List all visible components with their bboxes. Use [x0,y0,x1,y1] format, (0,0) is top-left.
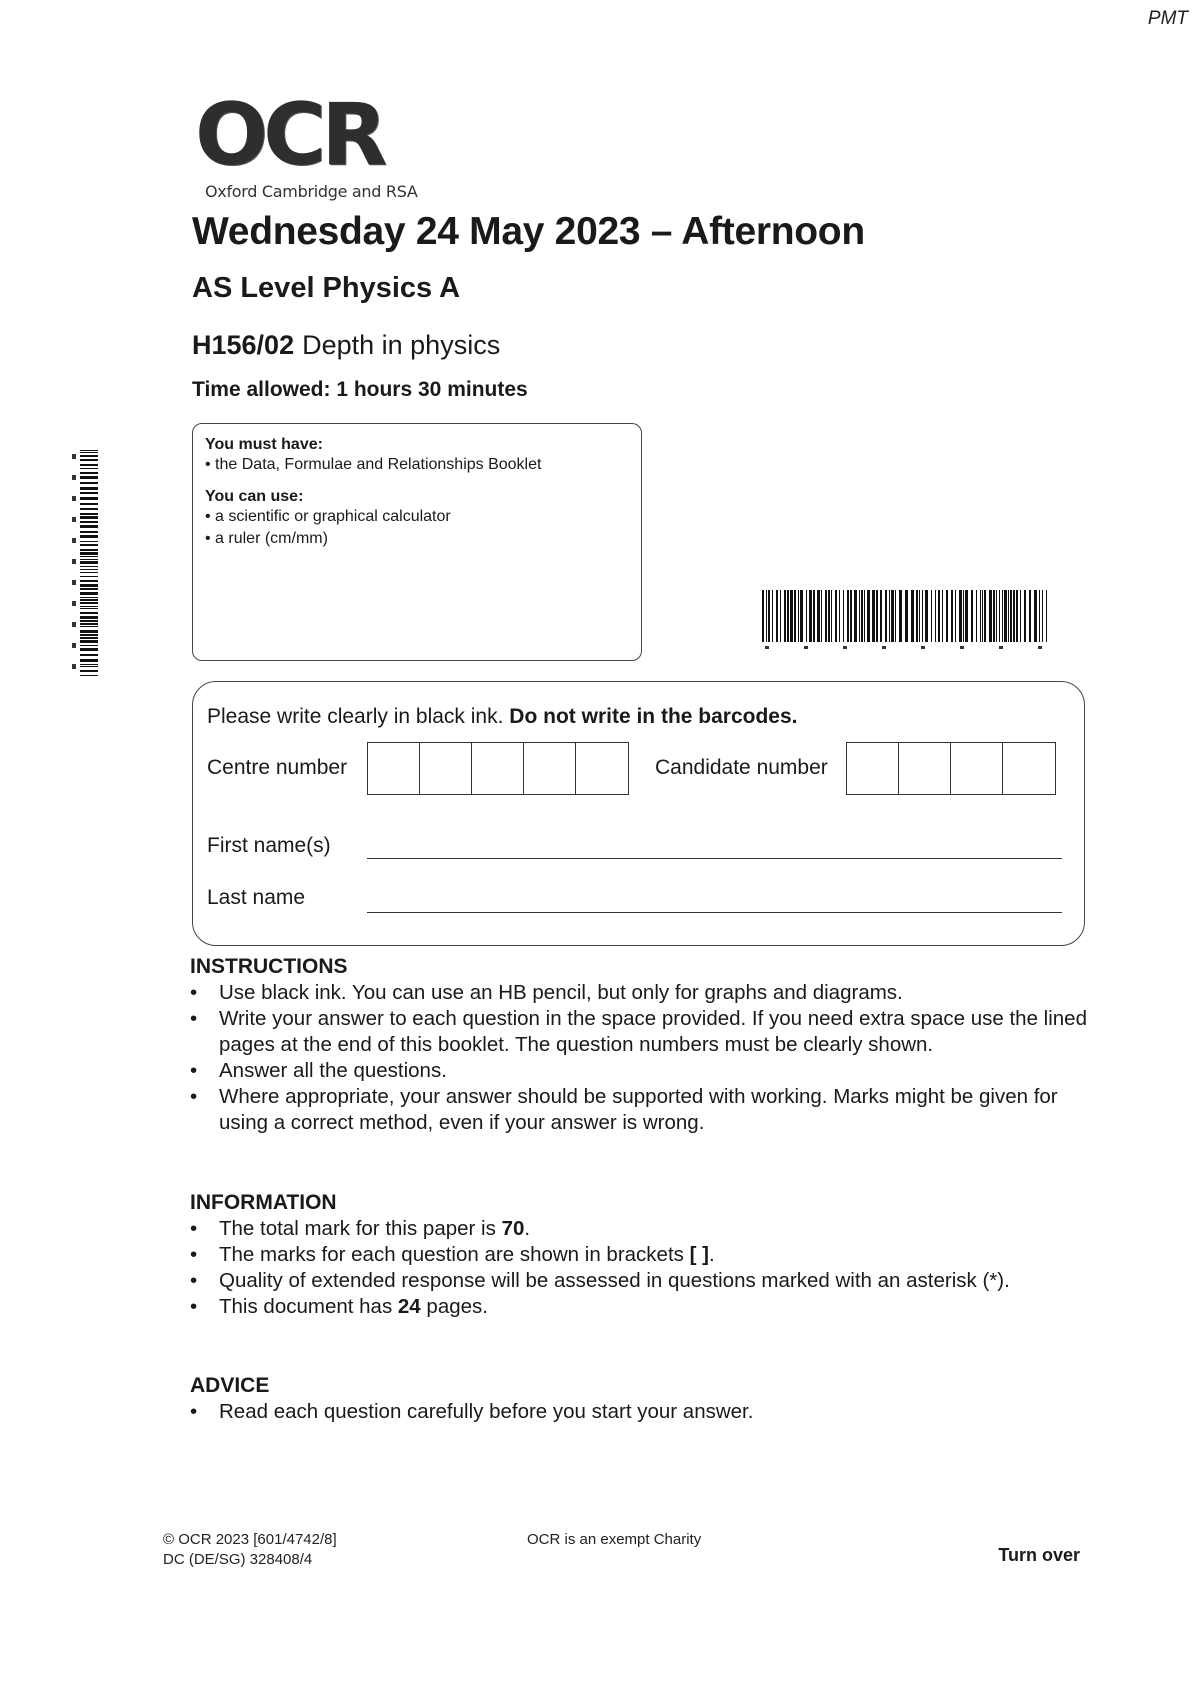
pmt-watermark: PMT [1147,8,1188,29]
first-name-label: First name(s) [207,834,331,857]
charity-note: OCR is an exempt Charity [527,1531,702,1548]
centre-number-cell[interactable] [368,743,420,794]
centre-number-cell[interactable] [420,743,472,794]
must-have-heading: You must have: [205,436,323,453]
candidate-number-cell[interactable] [1003,743,1055,794]
list-item: • Write your answer to each question in the space provided. If you need extra space use the lined pages at the end of this booklet. The question numbers must be clearly shown. [190,1007,1087,1056]
logo-wordmark: OCR [195,85,383,185]
last-name-line[interactable] [367,912,1062,913]
candidate-number-field[interactable] [846,742,1056,795]
last-name-label: Last name [207,886,306,909]
paper-code: H156/02 [192,330,295,360]
candidate-number-cell[interactable] [847,743,899,794]
dc-code: DC (DE/SG) 328408/4 [163,1551,313,1568]
footer-codes [163,1530,337,1570]
turn-over: Turn over [998,1545,1080,1565]
barcode-vertical [72,450,98,680]
advice-list [190,1399,1090,1425]
candidate-number-cell[interactable] [951,743,1003,794]
centre-number-cell[interactable] [576,743,628,794]
list-item: • Where appropriate, your answer should be supported with working. Marks might be given for using a correct method, even if your answer is wrong. [190,1085,1058,1134]
can-use-item: • a scientific or graphical calculator [205,508,451,525]
instructions-list [190,980,1090,1136]
advice-heading: ADVICE [190,1374,270,1397]
first-name-line[interactable] [367,858,1062,859]
centre-number-field[interactable] [367,742,629,795]
list-item: • This document has 24 pages. [190,1295,488,1318]
instructions-heading: INSTRUCTIONS [190,955,348,978]
exam-date-title: Wednesday 24 May 2023 – Afternoon [192,210,865,253]
paper-line [192,330,500,361]
ocr-logo [195,85,418,201]
list-item: • Quality of extended response will be assessed in questions marked with an asterisk (*). [190,1269,1010,1292]
barcode-horizontal [762,590,1050,650]
centre-number-label: Centre number [207,756,348,779]
requirements-box [192,423,642,661]
can-use-heading: You can use: [205,488,304,505]
information-list [190,1216,1090,1320]
list-item: • The marks for each question are shown in brackets [ ]. [190,1243,715,1266]
paper-title: Depth in physics [302,330,501,360]
information-heading: INFORMATION [190,1191,337,1214]
can-use-item: • a ruler (cm/mm) [205,530,328,547]
must-have-item: • the Data, Formulae and Relationships Booklet [205,456,542,473]
list-item: • Use black ink. You can use an HB pencil, but only for graphs and diagrams. [190,981,903,1004]
exam-subject: AS Level Physics A [192,272,461,304]
candidate-number-cell[interactable] [899,743,951,794]
centre-number-cell[interactable] [472,743,524,794]
list-item: • Read each question carefully before you start your answer. [190,1400,754,1423]
logo-subtitle: Oxford Cambridge and RSA [205,182,418,201]
list-item: • The total mark for this paper is 70. [190,1217,531,1240]
candidate-number-label: Candidate number [655,756,828,779]
copyright: © OCR 2023 [601/4742/8] [163,1531,337,1548]
time-allowed: Time allowed: 1 hours 30 minutes [192,378,528,401]
centre-number-cell[interactable] [524,743,576,794]
candidate-instruction: Please write clearly in black ink. Do not write in the barcodes. [207,705,798,728]
list-item: • Answer all the questions. [190,1059,447,1082]
